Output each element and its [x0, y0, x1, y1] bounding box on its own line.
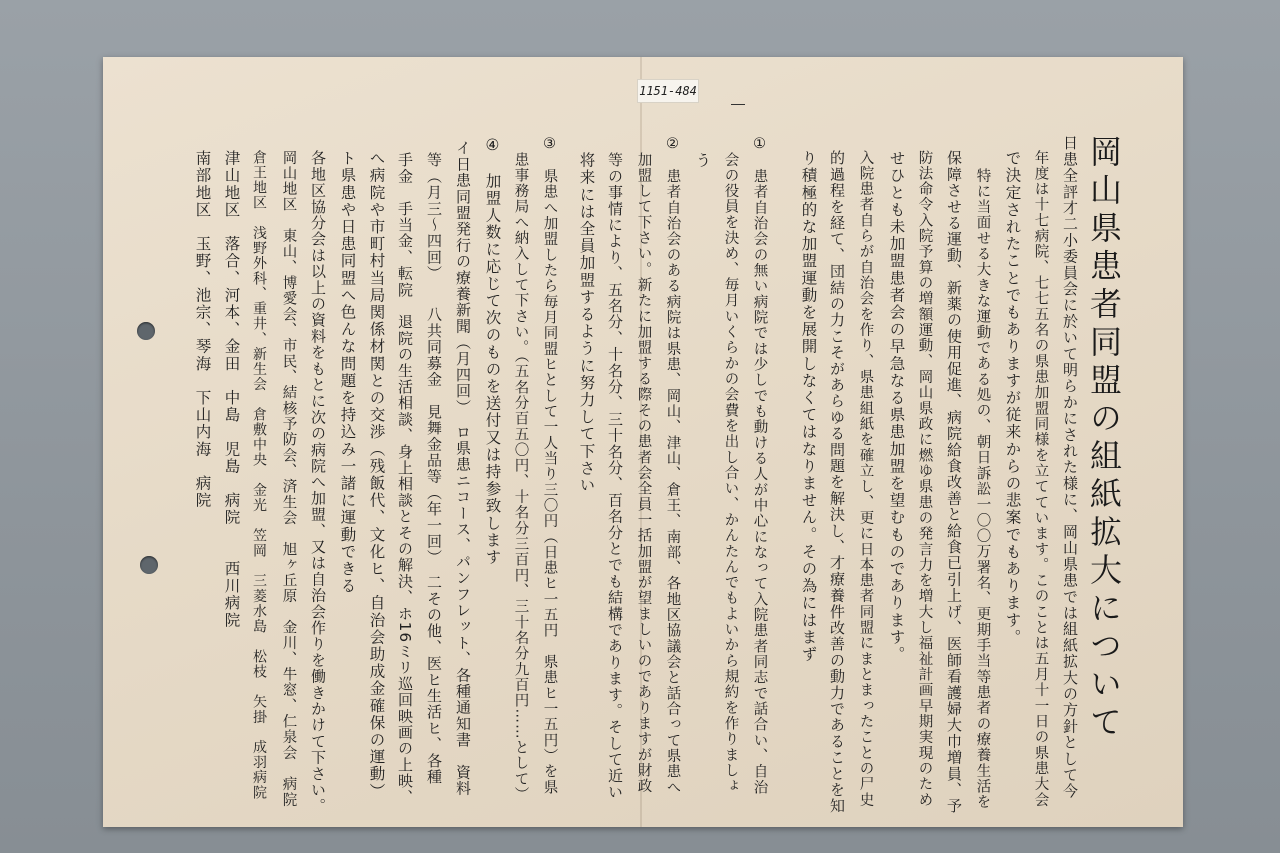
- text-column: 日患全評才二小委員会に於いて明らかにされた様に、岡山県患では組紙拡大の方針として今: [1061, 135, 1079, 800]
- text-column: ① 患者自治会の無い病院では少しでも動ける人が中心になって入院患者同志で話合い、自治: [751, 136, 768, 796]
- text-column: う: [693, 152, 712, 170]
- text-column: ② 患者自治会のある病院は県患、岡山、津山、倉王、南部、各地区協議会と話合って県患へ: [664, 136, 681, 796]
- punch-hole-top: [137, 322, 155, 340]
- text-column: ト県患や日患同盟へ色んな問題を持込み一諸に運動できる: [338, 150, 357, 595]
- punch-hole-bottom: [140, 556, 158, 574]
- text-column: 患事務局へ納入して下さい。（五名分百五〇円、十名分三百円、三十名分九百円……として）: [512, 152, 529, 803]
- text-column: 年度は十七病院、七七五名の県患加盟同様を立てています。このことは五月十一日の県患大会: [1032, 150, 1049, 808]
- text-column: 的過程を経て、団結の力こそがあらゆる問題を解決し、才療養件改善の動力であることを知: [828, 150, 846, 815]
- text-column: 岡山地区 東山、博愛会、市民、結核予防会、済生会 旭ヶ丘原 金川、牛窓、仁泉会 病院: [280, 150, 297, 808]
- reference-label: 1151-484: [637, 79, 699, 103]
- text-column: 会の役員を決め、毎月いくらかの会費を出し合い、かんたんでもよいから規約を作りましょ: [722, 152, 739, 795]
- text-column: 倉王地区 浅野外科、重井、新生会 倉敷中央 金光 笠岡 三菱水島 松枝 矢掛 成羽病院: [251, 150, 267, 801]
- text-column: ③ 県患へ加盟したら毎月同盟ヒとして一人当り三〇円（日患ヒ一五円 県患ヒ一五円）を県: [541, 136, 558, 796]
- text-column: り積極的な加盟運動を展開しなくてはなりません。その為にはまず: [799, 150, 818, 663]
- text-column: せひとも未加盟患者会の早急なる県患加盟を望むものであります。: [887, 150, 906, 663]
- text-column: 加盟して下さい。新たに加盟する際その患者会全員一括加盟が望ましいのでありますが財政: [635, 152, 652, 795]
- text-column: 南部地区 玉野、池宗、琴海 下山内海 病院: [193, 150, 212, 510]
- dash-mark: [731, 104, 745, 105]
- text-column: ④ 加盟人数に応じて次のものを送付又は持参致します: [483, 136, 502, 566]
- text-column: 将来には全員加盟するように努力して下さい: [577, 152, 596, 494]
- text-column: 手金 手当金、転院 退院の生活相談、身上相談とその解決、ホ16ミリ巡回映画の上映、: [396, 152, 414, 806]
- text-column: イ日患同盟発行の療養新聞（月四回） ロ県患ニコース、パンフレット、各種通知書 資料: [454, 140, 472, 797]
- text-column: 等（月三〜四回） 八共同募金 見舞金品等（年一回） 二その他、医ヒ生活ヒ、各種: [425, 152, 443, 785]
- text-column: 等の事情により、五名分、十名分、三十名分、百名分とでも結構であります。そして近い: [606, 152, 624, 800]
- text-column: で決定されたことでもありますが従来からの悲案でもあります。: [1003, 150, 1022, 646]
- page-title: 岡山県患者同盟の組紙拡大について: [1085, 135, 1123, 743]
- text-column: 津山地区 落合、河本、金田 中島 児島 病院 西川病院: [222, 150, 241, 629]
- text-column: 保障させる運動、新薬の使用促進、病院給食改善と給食已引上げ、医師看護婦大巾増員、予: [945, 150, 963, 815]
- text-column: 入院患者自らが自治会を作り、県患組紙を確立し、更に日本患者同盟にまとまったことの尸史: [857, 150, 874, 808]
- text-column: 防法命令入院予算の増額運動、岡山県政に燃ゆ県患の発言力を増大し福祉計画早期実現のため: [916, 150, 933, 808]
- text-column: 各地区協分会は以上の資料をもとに次の病院へ加盟、又は自治会作りを働きかけて下さい。: [309, 150, 327, 815]
- text-column: 特に当面せる大きな運動である処の、朝日訴訟一〇〇万署名、更期手当等患者の療養生活を: [974, 168, 991, 811]
- text-column: へ病院や市町村当局関係材関との交渉（残飯代、文化ヒ、自治会助成金確保の運動）: [367, 150, 386, 800]
